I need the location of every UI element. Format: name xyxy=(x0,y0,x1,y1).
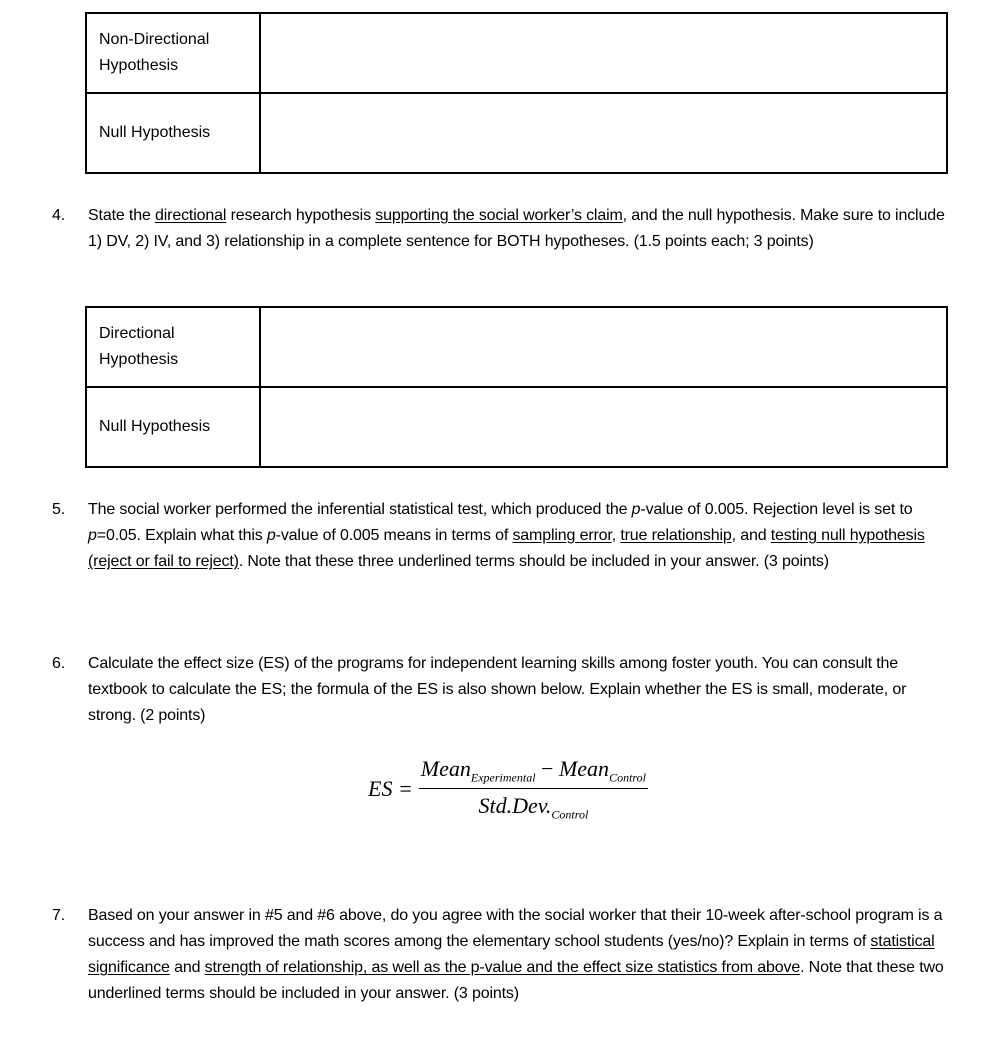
text: -value of 0.005. Rejection level is set to xyxy=(640,501,913,518)
text: . Note that these three underlined terms should be included in your answer. (3 points) xyxy=(238,553,829,570)
answer-cell[interactable] xyxy=(260,307,947,387)
text: The social worker performed the inferential statistical test, which produced the xyxy=(88,501,632,518)
text: Based on your answer in #5 and #6 above, do you agree with the social worker that their 10-week after-school program is a success and has improved the math scores among the elementary school students (yes/no)? Explain in terms of xyxy=(88,907,943,950)
question-5 xyxy=(52,497,952,575)
row-label: Directional Hypothesis xyxy=(86,307,260,387)
formula-lhs: ES = xyxy=(368,776,413,802)
hypothesis-table-2 xyxy=(85,306,948,468)
text: Calculate the effect size (ES) of the programs for independent learning skills among foster youth. You can consult the textbook to calculate the ES; the formula of the ES is also shown below. Explain whether the ES is small, moderate, or strong. (2 points) xyxy=(88,655,907,724)
text: , xyxy=(611,527,621,544)
row-label: Non-Directional Hypothesis xyxy=(86,13,260,93)
formula-numerator: Mean$_{Experimental}$ − Mean$_{Control}$ xyxy=(419,756,648,789)
text: and xyxy=(169,959,205,976)
underlined-term: directional xyxy=(155,207,227,224)
question-number: 7. xyxy=(52,907,66,924)
formula-denominator: $Std.Dev._{Control}$ xyxy=(478,793,589,822)
row-label: Null Hypothesis xyxy=(86,93,260,173)
question-number: 5. xyxy=(52,501,66,518)
italic-p: p xyxy=(631,501,641,518)
question-4 xyxy=(52,203,952,255)
underlined-term: sampling error xyxy=(512,527,612,544)
answer-cell[interactable] xyxy=(260,387,947,467)
italic-p: p xyxy=(266,527,276,544)
text: research hypothesis xyxy=(226,207,376,224)
question-number: 4. xyxy=(52,207,66,224)
effect-size-formula xyxy=(368,756,648,823)
text: =0.05. Explain what this xyxy=(96,527,267,544)
row-label: Null Hypothesis xyxy=(86,387,260,467)
question-number: 6. xyxy=(52,655,66,672)
text: , and xyxy=(731,527,771,544)
text: State the xyxy=(88,207,155,224)
text: -value of 0.005 means in terms of xyxy=(275,527,513,544)
underlined-term: supporting the social worker’s claim xyxy=(375,207,623,224)
answer-cell[interactable] xyxy=(260,13,947,93)
underlined-term: strength of relationship, as well as the p-value and the effect size statistics from above xyxy=(204,959,801,976)
question-7 xyxy=(52,903,952,1007)
hypothesis-table-1 xyxy=(85,12,948,174)
underlined-term: statistical significance xyxy=(88,933,935,976)
underlined-term: true relationship xyxy=(620,527,732,544)
question-6 xyxy=(52,651,952,729)
italic-p: p xyxy=(88,527,97,544)
text: , and the null hypothesis. Make sure to include 1) DV, 2) IV, and 3) relationship in a complete sentence for BOTH hypotheses. (1.5 points each; 3 points) xyxy=(88,207,945,250)
underlined-term: testing null hypothesis (reject or fail to reject) xyxy=(88,527,925,570)
text: . Note that these two underlined terms should be included in your answer. (3 points) xyxy=(88,959,944,1002)
answer-cell[interactable] xyxy=(260,93,947,173)
